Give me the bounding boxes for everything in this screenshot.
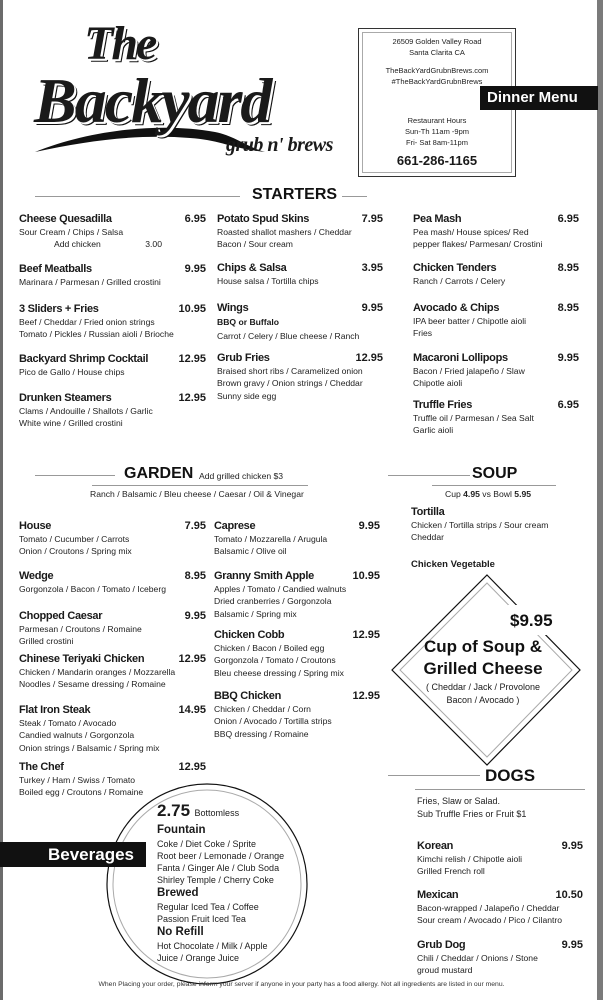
item-desc: Apples / Tomato / Candied walnuts: [214, 584, 347, 594]
item-name: Chicken Tenders: [413, 262, 497, 274]
starters-heading: STARTERS: [252, 186, 338, 203]
item-desc: Tomato / Cucumber / Carrots: [19, 534, 130, 544]
divider: [35, 475, 115, 476]
garden-note: Add grilled chicken $3: [199, 471, 284, 481]
item-desc: Onion / Croutons / Spring mix: [19, 546, 132, 557]
item-desc: Gorgonzola / Tomato / Croutons: [214, 655, 336, 666]
item-price: 12.95: [178, 761, 206, 773]
item-name: Truffle Fries: [413, 399, 473, 411]
bowl-label: Bowl: [493, 489, 512, 499]
item-name: Grub Dog: [417, 939, 466, 951]
divider: [342, 196, 367, 197]
garden-dressings: Ranch / Balsamic / Bleu cheese / Caesar / Oil & Vinegar: [90, 489, 304, 499]
item-desc: IPA beer batter / Chipotle aioli: [413, 316, 527, 326]
logo-tagline: grub n' brews: [226, 134, 333, 156]
item-desc: Bacon / Fried jalapeño / Slaw: [413, 366, 525, 376]
item-name: The Chef: [19, 761, 64, 773]
item-desc: Truffle oil / Parmesan / Sea Salt: [413, 413, 534, 423]
dogs-sides: Fries, Slaw or Salad.: [417, 796, 501, 806]
special-title-2: Grilled Cheese: [423, 659, 543, 678]
no-refill-heading: No Refill: [157, 926, 204, 938]
item-name: 3 Sliders + Fries: [19, 303, 99, 315]
logo-the: The: [84, 17, 156, 70]
item-desc: Garlic aioli: [413, 425, 454, 436]
menu-item: [19, 609, 206, 648]
divider: [432, 485, 556, 486]
item-name: BBQ Chicken: [214, 690, 281, 702]
item-desc: Noodles / Sesame dressing / Romaine: [19, 679, 166, 690]
item-desc: Cheddar: [411, 532, 444, 543]
item-desc: Boiled egg / Croutons / Romaine: [19, 787, 144, 798]
divider: [415, 789, 585, 790]
item-price: 8.95: [557, 262, 579, 274]
menu-item: [413, 398, 579, 437]
item-price: 10.95: [352, 570, 380, 582]
item-desc: Clams / Andouille / Shallots / Garlic: [19, 406, 153, 416]
menu-item: [417, 888, 583, 927]
item-price: 9.95: [561, 939, 583, 951]
item-name: Mexican: [417, 889, 459, 901]
item-price: 3.95: [361, 262, 383, 274]
menu-item: [214, 628, 380, 679]
item-price: 12.95: [178, 392, 206, 404]
fountain-line: Fanta / Ginger Ale / Club Soda: [157, 863, 280, 873]
dinner-menu-badge: Dinner Menu: [480, 86, 598, 110]
special-desc-1: ( Cheddar / Jack / Provolone: [425, 682, 541, 692]
item-name: Chinese Teriyaki Chicken: [19, 653, 145, 665]
menu-item: [214, 569, 380, 620]
item-name: Chips & Salsa: [217, 262, 287, 274]
item-desc: Grilled French roll: [417, 866, 485, 877]
garden-heading: GARDEN: [124, 465, 194, 482]
menu-item: [19, 569, 206, 595]
item-desc: Pea mash/ House spices/ Red: [413, 227, 529, 237]
soup-heading: SOUP: [472, 465, 518, 482]
menu-item: [417, 938, 583, 977]
item-price: 9.95: [561, 840, 583, 852]
divider: [388, 475, 470, 476]
item-desc: Chili / Cheddar / Onions / Stone: [417, 953, 538, 963]
fountain-line: Root beer / Lemonade / Orange: [157, 851, 285, 861]
item-desc: White wine / Grilled crostini: [19, 418, 123, 429]
brewed-line: Regular Iced Tea / Coffee: [157, 902, 259, 912]
item-desc: Tomato / Pickles / Russian aioli / Brioche: [19, 329, 174, 340]
item-desc: Dried cranberries / Gorgonzola: [214, 596, 332, 607]
item-name: Wedge: [19, 570, 54, 582]
menu-item: [19, 212, 206, 251]
item-desc: pepper flakes/ Parmesan/ Crostini: [413, 239, 543, 250]
item-desc: Ranch / Carrots / Celery: [413, 276, 506, 286]
item-desc: Candied walnuts / Gorgonzola: [19, 730, 135, 741]
item-desc: Bacon / Sour cream: [217, 239, 293, 250]
fountain-line: Coke / Diet Coke / Sprite: [157, 839, 257, 849]
menu-item: [217, 301, 383, 342]
item-price: 9.95: [184, 610, 206, 622]
item-desc: Brown gravy / Onion strings / Cheddar: [217, 378, 363, 389]
item-desc: Balsamic / Olive oil: [214, 546, 287, 557]
item-price: 8.95: [557, 302, 579, 314]
item-price: 12.95: [355, 352, 383, 364]
item-desc: Onion strings / Balsamic / Spring mix: [19, 742, 160, 753]
item-desc: Tomato / Mozzarella / Arugula: [214, 534, 328, 544]
hours-title: Restaurant Hours: [407, 116, 467, 125]
item-desc: Carrot / Celery / Blue cheese / Ranch: [217, 331, 360, 341]
addon-price: 3.00: [145, 239, 162, 250]
item-price: 14.95: [178, 704, 206, 716]
item-price: 10.50: [555, 889, 583, 901]
item-name: Cheese Quesadilla: [19, 213, 112, 225]
special-desc-2: Bacon / Avocado ): [446, 695, 520, 705]
dogs-heading: DOGS: [485, 766, 536, 785]
item-price: 9.95: [557, 352, 579, 364]
menu-item: [413, 261, 579, 287]
item-desc: Sour Cream / Chips / Salsa: [19, 227, 124, 237]
item-price: 12.95: [352, 690, 380, 702]
cup-price: 4.95: [463, 489, 480, 499]
no-refill-line: Juice / Orange Juice: [157, 953, 240, 963]
addon-label: Add chicken: [54, 239, 101, 250]
item-desc: Pico de Gallo / House chips: [19, 367, 125, 377]
item-desc: Roasted shallot mashers / Cheddar: [217, 227, 352, 237]
address-line-1: 26509 Golden Valley Road: [392, 37, 482, 46]
item-desc: Onion / Avocado / Tortilla strips: [214, 716, 332, 727]
menu-item: [19, 391, 206, 430]
address-line-2: Santa Clarita CA: [409, 48, 465, 57]
item-price: 8.95: [184, 570, 206, 582]
item-name: Chicken Cobb: [214, 629, 285, 641]
hours-weekday: Sun-Th 11am -9pm: [404, 127, 470, 136]
divider: [388, 775, 480, 776]
soup-item: [411, 505, 581, 544]
brewed-line: Passion Fruit Iced Tea: [157, 914, 246, 924]
item-name: Caprese: [214, 520, 256, 532]
logo-backyard: Backyard: [34, 65, 271, 136]
item-price: 10.95: [178, 303, 206, 315]
bowl-price: 5.95: [514, 489, 532, 499]
item-desc: Bleu cheese dressing / Spring mix: [214, 667, 344, 678]
menu-item: [19, 352, 206, 378]
hours-weekend: Fri- Sat 8am-11pm: [406, 138, 468, 147]
soup-item-name: Chicken Vegetable: [411, 559, 495, 570]
item-price: 12.95: [178, 653, 206, 665]
item-desc: Steak / Tomato / Avocado: [19, 718, 117, 728]
soup-pricing: [445, 489, 531, 500]
beverage-price: [157, 801, 239, 823]
beverages-heading: Beverages: [0, 842, 146, 867]
item-name: Tortilla: [411, 506, 445, 518]
menu-item: [19, 703, 206, 754]
item-name: Avocado & Chips: [413, 302, 500, 314]
item-desc: BBQ dressing / Romaine: [214, 728, 309, 739]
vs-label: vs: [482, 489, 491, 499]
special-price: $9.95: [510, 611, 553, 630]
item-option: BBQ or Buffalo: [217, 317, 280, 327]
menu-item: [417, 839, 583, 878]
beverage-price-note: Bottomless: [194, 808, 240, 818]
item-desc: Sunny side egg: [217, 390, 277, 401]
no-refill-line: Hot Chocolate / Milk / Apple: [157, 941, 268, 951]
item-desc: Sour cream / Avocado / Pico / Cilantro: [417, 915, 563, 926]
hashtag: #TheBackYardGrubnBrews: [391, 77, 483, 86]
item-price: 12.95: [178, 353, 206, 365]
cup-label: Cup: [445, 489, 461, 499]
item-name: Wings: [217, 302, 249, 314]
divider: [35, 196, 240, 197]
item-desc: House salsa / Tortilla chips: [217, 276, 319, 286]
item-name: House: [19, 520, 52, 532]
allergy-footer: When Placing your order, please inform your server if anyone in your party has a food allergy. Not all ingredients are listed in our menu.: [98, 981, 505, 988]
item-price: 7.95: [184, 520, 206, 532]
menu-item: [217, 351, 383, 402]
item-desc: Parmesan / Croutons / Romaine: [19, 624, 142, 634]
item-price: 6.95: [557, 213, 579, 225]
item-name: Backyard Shrimp Cocktail: [19, 353, 149, 365]
item-name: Macaroni Lollipops: [413, 352, 508, 364]
item-desc: Chicken / Bacon / Boiled egg: [214, 643, 325, 653]
menu-item: [19, 302, 206, 341]
menu-item: [217, 212, 383, 251]
item-addon: [19, 238, 206, 251]
item-name: Grub Fries: [217, 352, 270, 364]
item-price: 9.95: [361, 302, 383, 314]
item-desc: groud mustard: [417, 965, 473, 976]
item-name: Pea Mash: [413, 213, 462, 225]
item-name: Chopped Caesar: [19, 610, 103, 622]
phone-number: 661-286-1165: [396, 153, 478, 168]
item-name: Flat Iron Steak: [19, 704, 91, 716]
item-desc: Chicken / Cheddar / Corn: [214, 704, 311, 714]
item-desc: Braised short ribs / Caramelized onion: [217, 366, 363, 376]
item-desc: Gorgonzola / Bacon / Tomato / Iceberg: [19, 584, 166, 594]
item-price: 7.95: [361, 213, 383, 225]
item-desc: Balsamic / Spring mix: [214, 608, 297, 619]
item-desc: Beef / Cheddar / Fried onion strings: [19, 317, 155, 327]
menu-item: [413, 351, 579, 390]
menu-item: [19, 519, 206, 558]
menu-item: [413, 301, 579, 340]
item-desc: Marinara / Parmesan / Grilled crostini: [19, 277, 161, 287]
item-name: Beef Meatballs: [19, 263, 92, 275]
item-name: Korean: [417, 840, 454, 852]
item-price: 9.95: [184, 263, 206, 275]
brewed-heading: Brewed: [157, 887, 199, 899]
item-desc: Kimchi relish / Chipotle aioli: [417, 854, 523, 864]
menu-item: [217, 261, 383, 287]
item-name: Granny Smith Apple: [214, 570, 314, 582]
menu-item: [214, 689, 380, 740]
website: TheBackYardGrubnBrews.com: [385, 66, 489, 75]
page-edge-right: [597, 0, 603, 1000]
item-desc: Bacon-wrapped / Jalapeño / Cheddar: [417, 903, 560, 913]
item-price: 6.95: [557, 399, 579, 411]
beverage-price-value: 2.75: [157, 801, 191, 820]
menu-item: [19, 262, 206, 288]
item-name: Drunken Steamers: [19, 392, 112, 404]
menu-item: [19, 652, 206, 691]
item-name: Potato Spud Skins: [217, 213, 310, 225]
item-desc: Chicken / Mandarin oranges / Mozzarella: [19, 667, 176, 677]
fountain-heading: Fountain: [157, 824, 206, 836]
item-desc: Chicken / Tortilla strips / Sour cream: [411, 520, 549, 530]
fountain-line: Shirley Temple / Cherry Coke: [157, 875, 274, 885]
menu-item: [214, 519, 380, 558]
item-desc: Grilled crostini: [19, 636, 74, 647]
item-price: 6.95: [184, 213, 206, 225]
divider: [92, 485, 308, 486]
menu-item: [413, 212, 579, 251]
item-desc: Fries: [413, 328, 433, 339]
item-desc: Turkey / Ham / Swiss / Tomato: [19, 775, 136, 785]
special-title-1: Cup of Soup &: [423, 637, 543, 656]
item-price: 12.95: [352, 629, 380, 641]
dogs-sides-sub: Sub Truffle Fries or Fruit $1: [417, 809, 527, 819]
item-price: 9.95: [358, 520, 380, 532]
item-desc: Chipotle aioli: [413, 378, 463, 389]
